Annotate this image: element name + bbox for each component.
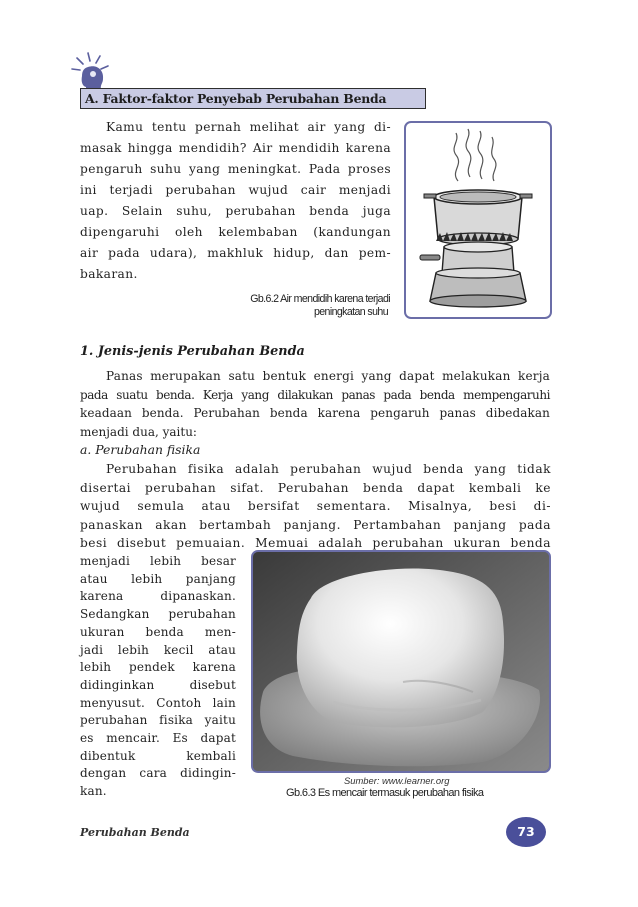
- item-a-line: disertai perubahan sifat. Perubahan benda dapat kembali ke: [80, 480, 551, 495]
- boiling-pot-illustration: [406, 123, 550, 317]
- page-number-badge: [506, 817, 546, 847]
- item-a-narrow-line: kan.: [80, 784, 107, 799]
- item-a-narrow-line: es mencair. Es dapat: [80, 731, 236, 746]
- item-a-line: wujud semula atau bersifat sementara. Misalnya, besi di-: [80, 499, 551, 514]
- item-a-line: besi disebut pemuaian. Memuai adalah perubahan ukuran benda: [80, 536, 551, 551]
- figure2-caption: Gb.6.3 Es mencair termasuk perubahan fisika: [286, 787, 484, 799]
- intro-line: ini terjadi perubahan wujud cair menjadi: [80, 183, 391, 197]
- item-a-narrow-line: dengan cara didingin-: [80, 766, 236, 781]
- footer-chapter: Perubahan Benda: [80, 826, 190, 839]
- figure2-source: Sumber: www.learner.org: [344, 775, 450, 786]
- intro-line: dipengaruhi oleh kelembaban (kandungan: [80, 225, 391, 239]
- item-a-narrow-line: Sedangkan perubahan: [80, 607, 236, 622]
- para-line: Panas merupakan satu bentuk energi yang dapat melakukan kerja: [106, 369, 550, 383]
- melting-ice-figure: [251, 550, 551, 773]
- figure1-caption-line1: Gb.6.2 Air mendidih karena terjadi: [250, 293, 390, 305]
- item-a-paragraph: [80, 460, 551, 553]
- item-a-narrow-line: perubahan fisika yaitu: [80, 713, 236, 728]
- item-a-narrow-line: menjadi lebih besar: [80, 554, 236, 568]
- page-number: 73: [517, 824, 535, 839]
- intro-line: air pada udara), makhluk hidup, dan pem-: [80, 246, 391, 260]
- item-a-narrow-line: didinginkan disebut: [80, 677, 236, 692]
- item-a-narrow-line: atau lebih panjang: [80, 571, 236, 586]
- intro-paragraph: [80, 117, 391, 285]
- item-a-narrow-paragraph: [80, 553, 236, 801]
- item-a-narrow-line: jadi lebih kecil atau: [80, 642, 236, 657]
- intro-line: uap. Selain suhu, perubahan benda juga: [80, 204, 391, 218]
- intro-line: masak hingga mendidih? Air mendidih karena: [80, 141, 391, 155]
- boiling-pot-figure: [404, 121, 552, 319]
- para-line: menjadi dua, yaitu:: [80, 424, 197, 439]
- item-a-narrow-line: dibentuk kembali: [80, 748, 236, 763]
- intro-line: pengaruh suhu yang meningkat. Pada proses: [80, 162, 391, 176]
- item-a-narrow-line: lebih pendek karena: [80, 660, 236, 675]
- section-heading-bar: [80, 88, 426, 109]
- para-line: pada suatu benda. Kerja yang dilakukan panas pada benda mempengaruhi: [80, 387, 550, 402]
- item-a-narrow-line: ukuran benda men-: [80, 624, 236, 639]
- item-a-line: Perubahan fisika adalah perubahan wujud benda yang tidak: [106, 462, 551, 476]
- section-heading: A. Faktor-faktor Penyebab Perubahan Benda: [85, 91, 387, 106]
- subsection-paragraph: [80, 367, 550, 441]
- para-line: keadaan benda. Perubahan benda karena pengaruh panas dibedakan: [80, 406, 550, 420]
- figure1-caption-line2: peningkatan suhu: [313, 306, 388, 318]
- figure1-caption: [150, 293, 390, 319]
- melting-ice-photo: [253, 552, 549, 771]
- intro-line: bakaran.: [80, 267, 138, 281]
- item-a-heading: a. Perubahan fisika: [80, 442, 201, 457]
- item-a-line: panaskan akan bertambah panjang. Pertambahan panjang pada: [80, 517, 551, 532]
- item-a-narrow-line: karena dipanaskan.: [80, 589, 236, 604]
- item-a-narrow-line: menyusut. Contoh lain: [80, 695, 236, 710]
- subsection-heading: 1. Jenis-jenis Perubahan Benda: [80, 344, 305, 359]
- intro-line: Kamu tentu pernah melihat air yang di-: [106, 120, 391, 134]
